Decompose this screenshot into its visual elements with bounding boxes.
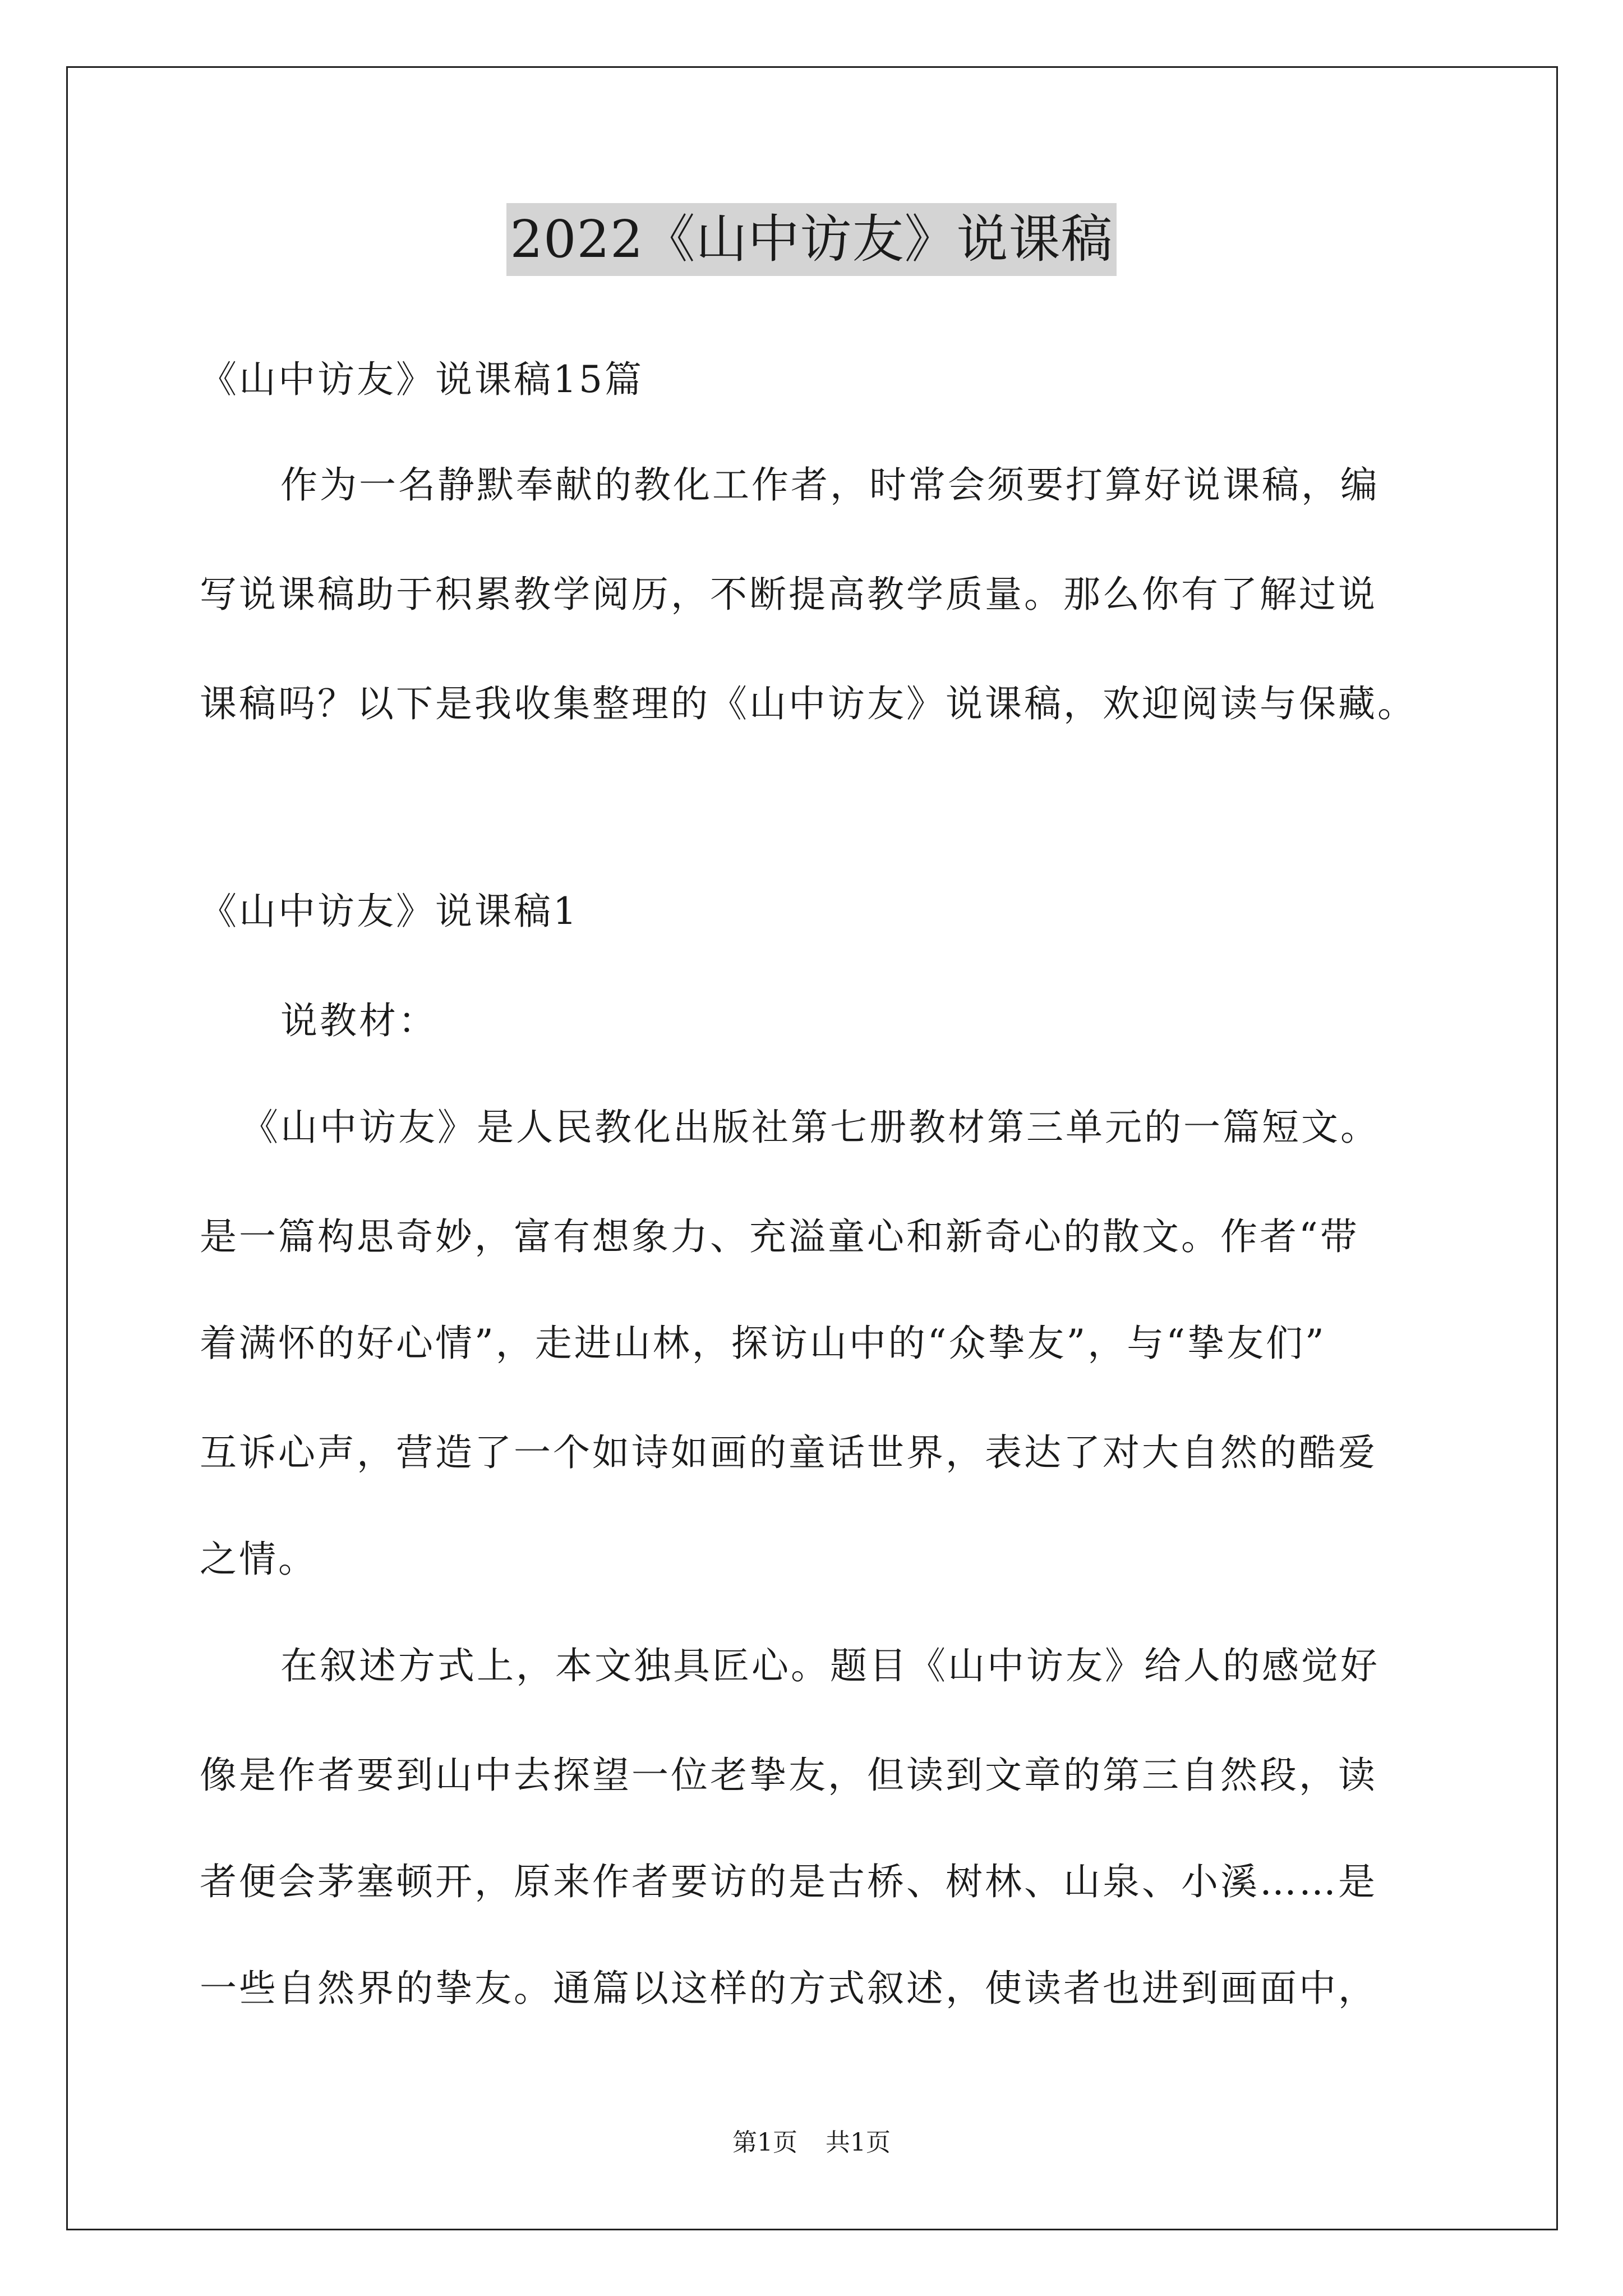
intro-line-1: 作为一名静默奉献的教化工作者，时常会须要打算好说课稿，编: [280, 463, 1380, 507]
para1-line-1: 《山中访友》是人民教化出版社第七册教材第三单元的一篇短文。: [241, 1106, 1380, 1149]
para2-line-3: 者便会茅塞顿开，原来作者要访的是古桥、树林、山泉、小溪……是: [200, 1860, 1377, 1903]
intro-line-3: 课稿吗？以下是我收集整理的《山中访友》说课稿，欢迎阅读与保藏。: [200, 682, 1417, 725]
page-total: 共1页: [826, 2128, 891, 2157]
intro-line-2: 写说课稿助于积累教学阅历，不断提高教学质量。那么你有了解过说: [200, 573, 1377, 616]
para2-line-1: 在叙述方式上，本文独具匠心。题目《山中访友》给人的感觉好: [280, 1644, 1380, 1687]
page-current: 第1页: [732, 2128, 797, 2157]
title-container: [0, 203, 1623, 276]
para2-line-2: 像是作者要到山中去探望一位老挚友，但读到文章的第三自然段，读: [200, 1754, 1377, 1797]
para1-line-4: 互诉心声，营造了一个如诗如画的童话世界，表达了对大自然的酷爱: [200, 1431, 1377, 1474]
para1-line-2: 是一篇构思奇妙，富有想象力、充溢童心和新奇心的散文。作者“带: [200, 1215, 1359, 1258]
para1-line-5: 之情。: [200, 1538, 317, 1581]
para1-line-3: 着满怀的好心情”，走进山林，探访山中的“众挚友”，与“挚友们”: [200, 1322, 1326, 1365]
section-heading: 《山中访友》说课稿1: [200, 890, 579, 933]
section-label: 说教材：: [280, 999, 437, 1042]
page-footer: [0, 2126, 1623, 2160]
document-title: 2022《山中访友》说课稿: [506, 203, 1116, 276]
para2-line-4: 一些自然界的挚友。通篇以这样的方式叙述，使读者也进到画面中，: [200, 1967, 1377, 2010]
document-subtitle: 《山中访友》说课稿15篇: [200, 358, 644, 401]
